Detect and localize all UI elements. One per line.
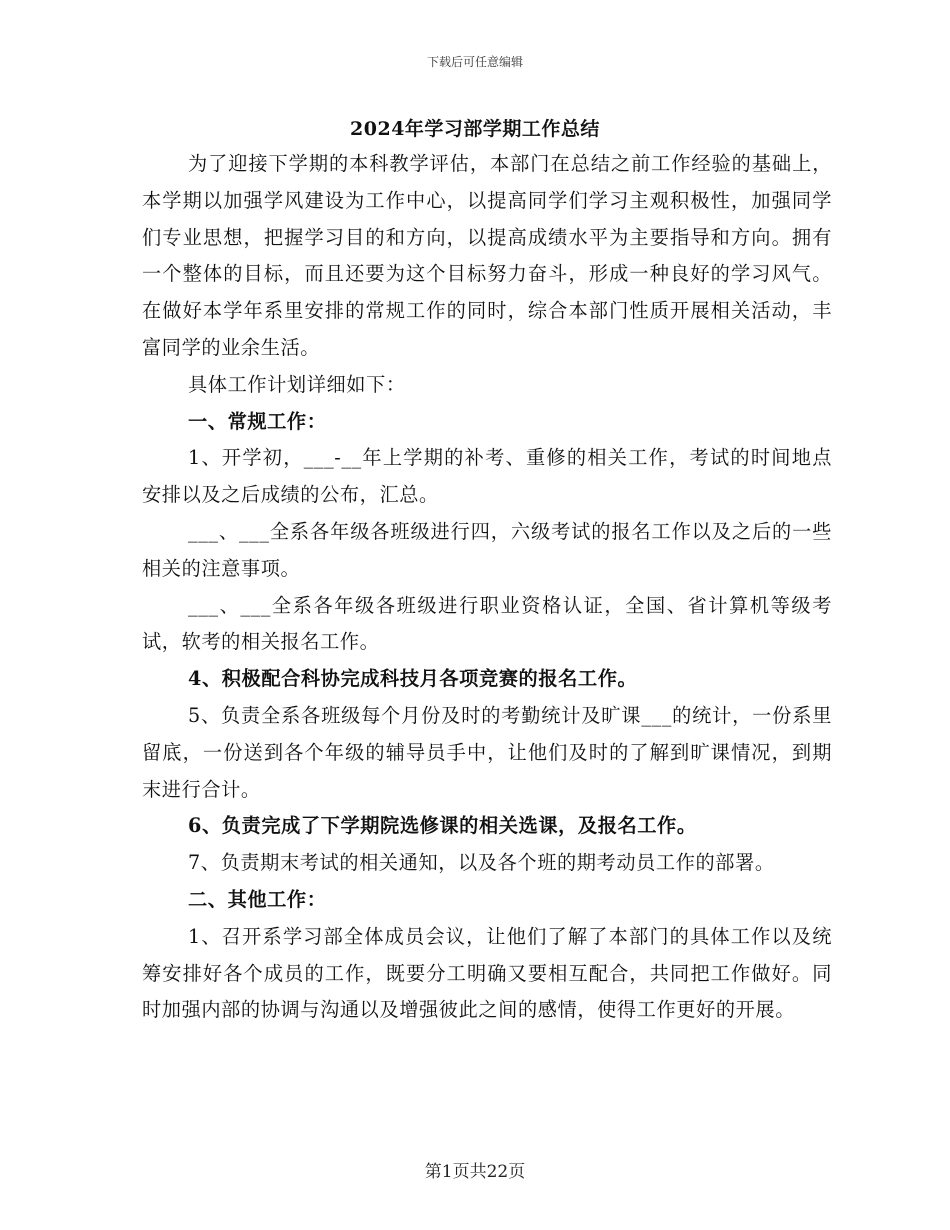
paragraph-item-bold: 4、积极配合科协完成科技月各项竞赛的报名工作。 <box>188 667 638 691</box>
page-number: 第1页共22页 <box>424 1162 526 1182</box>
paragraph-item: ___、___全系各年级各班级进行职业资格认证，全国、省计算机等级考试，软考的相关报名工作。 <box>142 593 832 654</box>
paragraph-item: 7、负责期末考试的相关通知，以及各个班的期考动员工作的部署。 <box>188 851 775 875</box>
paragraph-item: 5、负责全系各班级每个月份及时的考勤统计及旷课___的统计，一份系里留底，一份送到各个年级的辅导员手中，让他们及时的了解到旷课情况，到期末进行合计。 <box>142 703 832 801</box>
document-title: 2024年学习部学期工作总结 <box>350 118 600 140</box>
header-note: 下载后可任意编辑 <box>426 55 523 69</box>
paragraph-item: 1、召开系学习部全体成员会议，让他们了解了本部门的具体工作以及统筹安排好各个成员的工作，既要分工明确又要相互配合，共同把工作做好。同时加强内部的协调与沟通以及增强彼此之间的感情，使得工作更好的开展。 <box>142 924 832 1022</box>
paragraph-item: ___、___全系各年级各班级进行四，六级考试的报名工作以及之后的一些相关的注意事项。 <box>142 519 832 580</box>
paragraph-plan-intro: 具体工作计划详细如下： <box>188 372 406 396</box>
section-heading-routine: 一、常规工作： <box>188 409 327 433</box>
section-heading-other: 二、其他工作： <box>188 887 327 911</box>
paragraph-item: 1、开学初，___-__年上学期的补考、重修的相关工作，考试的时间地点安排以及之后成绩的公布，汇总。 <box>142 446 832 507</box>
paragraph-intro: 为了迎接下学期的本科教学评估，本部门在总结之前工作经验的基础上，本学期以加强学风建设为工作中心，以提高同学们学习主观积极性，加强同学们专业思想，把握学习目的和方向，以提高成绩水平为主要指导和方向。拥有一个整体的目标，而且还要为这个目标努力奋斗，形成一种良好的学习风气。在做好本学年系里安排的常规工作的同时，综合本部门性质开展相关活动，丰富同学的业余生活。 <box>142 152 832 359</box>
document-body <box>142 146 832 1029</box>
paragraph-item-bold: 6、负责完成了下学期院选修课的相关选课，及报名工作。 <box>188 814 697 838</box>
